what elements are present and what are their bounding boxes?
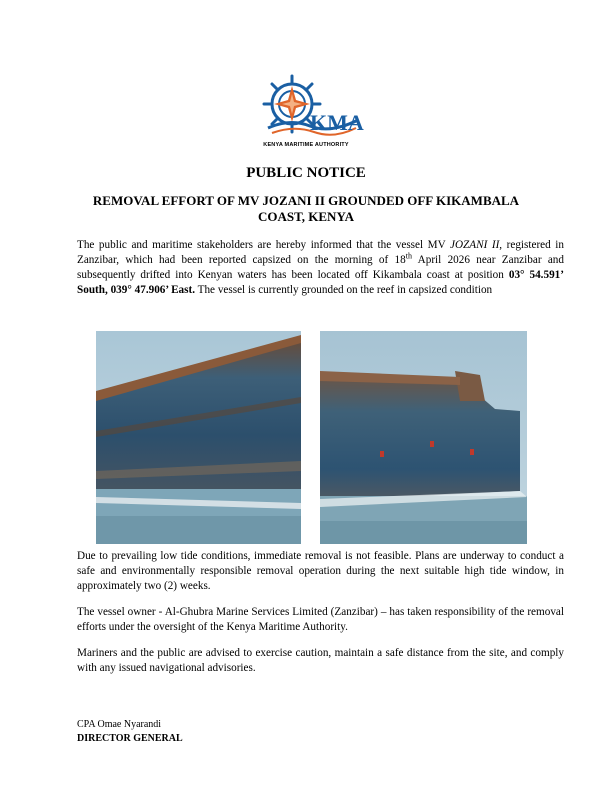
vessel-photo-side	[96, 331, 301, 544]
intro-text-c: April 2026 near Zanzibar and subsequently drifted into Kenyan waters has been located off Kikambala coast at position	[77, 254, 564, 281]
intro-text-d: The vessel is currently grounded on the reef in capsized condition	[195, 284, 493, 296]
intro-paragraph	[77, 238, 564, 298]
logo-text: KMA	[310, 110, 364, 135]
owner-paragraph: The vessel owner - Al-Ghubra Marine Services Limited (Zanzibar) – has taken responsibility of the removal efforts under the oversight of the Kenya Maritime Authority.	[77, 606, 564, 633]
page-title: PUBLIC NOTICE	[246, 165, 366, 181]
subtitle-line-1: REMOVAL EFFORT OF MV JOZANI II GROUNDED OFF KIKAMBALA	[92, 193, 520, 208]
date-superscript: th	[405, 251, 412, 261]
kma-logo	[250, 70, 370, 152]
removal-plan-paragraph: Due to prevailing low tide conditions, immediate removal is not feasible. Plans are underway to conduct a safe and environmentally responsible removal operation during the next suitable high tide window, in approximately two (2) weeks.	[77, 550, 564, 592]
intro-text-a: The public and maritime stakeholders are hereby informed that the vessel MV	[77, 239, 451, 251]
vessel-position: 03° 54.591’ South, 039° 47.906’ East.	[77, 269, 564, 296]
vessel-name: JOZANI II	[450, 239, 500, 251]
intro-text-b: , registered in Zanzibar, which had been reported capsized on the morning of 18	[77, 239, 564, 266]
signer-designation: DIRECTOR GENERAL	[77, 733, 183, 744]
subtitle-line-2: COAST, KENYA	[257, 209, 355, 224]
notice-subtitle	[70, 193, 542, 225]
vessel-photo-bow	[320, 331, 527, 544]
logo-caption: KENYA MARITIME AUTHORITY	[263, 142, 349, 148]
advisory-paragraph: Mariners and the public are advised to exercise caution, maintain a safe distance from the site, and comply with any issued navigational advisories.	[77, 647, 564, 674]
signer-name: CPA Omae Nyarandi	[77, 719, 162, 730]
